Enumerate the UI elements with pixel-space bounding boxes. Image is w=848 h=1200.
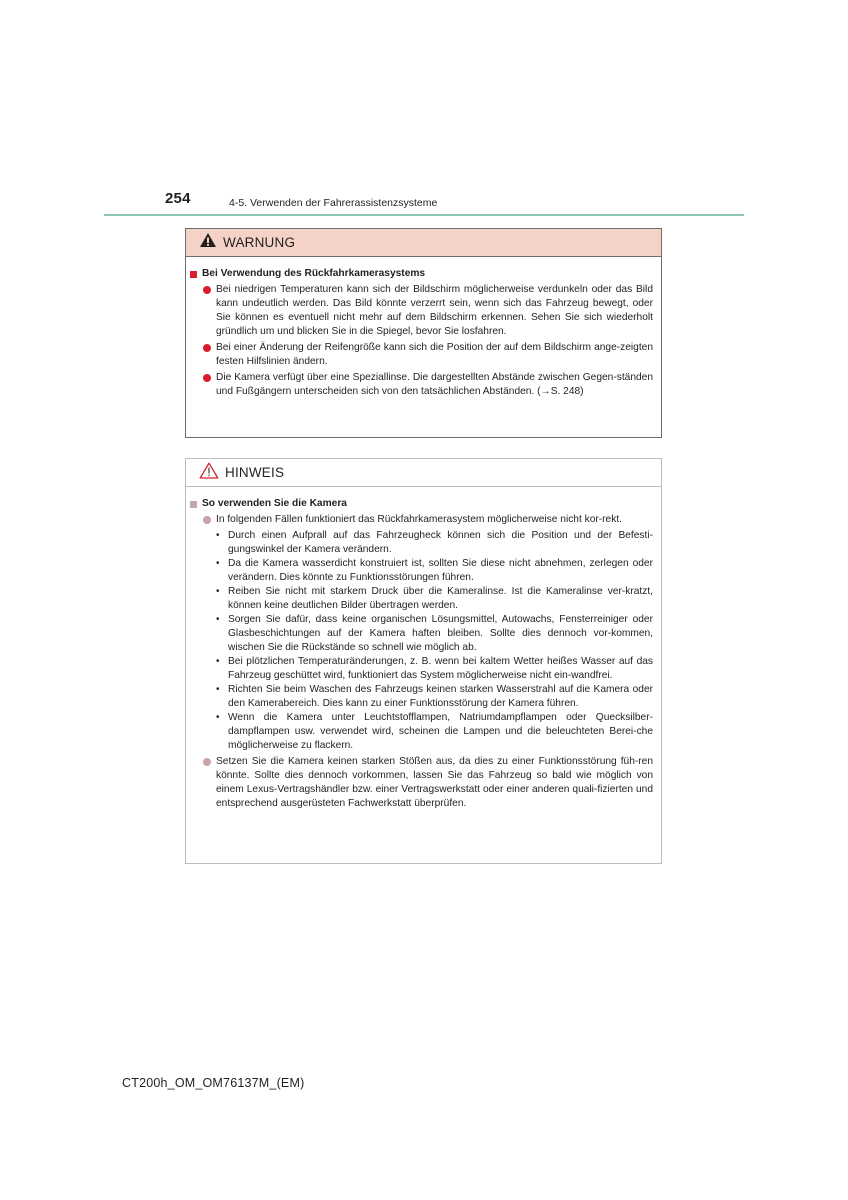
warning-item (190, 371, 655, 399)
square-bullet-icon (190, 271, 197, 278)
note-item (190, 513, 655, 527)
small-bullet-icon: • (216, 530, 220, 541)
page-number: 254 (165, 190, 191, 207)
warning-item-text: Die Kamera verfügt über eine Speziallinse. Die dargestellten Abstände zwischen Gegen-ständen und Fußgängern unterscheiden sich von den tatsächlichen Abständen. (→S. 248) (216, 372, 653, 397)
bullet-dot-icon (203, 516, 211, 524)
warning-item-text: Bei niedrigen Temperaturen kann sich der Bildschirm möglicherweise verdunkeln oder das Bild kann undeutlich werden. Das Bild könnte verzerrt sein, wenn sich das Fahrzeug bewegt, oder Sie können es eventuell nicht mehr auf dem Bildschirm erkennen. Sehen Sie sich wiederholt gründlich um und blicken Sie in die Spiegel, bevor Sie losfahren. (216, 284, 653, 337)
warning-item (190, 341, 655, 369)
small-bullet-icon: • (216, 558, 220, 569)
warning-title: WARNUNG (223, 235, 296, 250)
note-header (186, 459, 661, 487)
warning-box (185, 228, 662, 438)
warning-topic-label: Bei Verwendung des Rückfahrkamerasystems (202, 268, 426, 279)
note-sub-item-text: Sorgen Sie dafür, dass keine organischen Lösungsmittel, Autowachs, Fensterreiniger oder Glasbeschichtungen auf der Kamera haften bleiben. Sollte dies dennoch vor-kommen, wischen Sie die Rückstände so schnell wie möglich ab. (228, 614, 653, 653)
note-sub-item-text: Wenn die Kamera unter Leuchtstofflampen, Natriumdampflampen oder Quecksilber-dampflampen usw. verwendet wird, scheinen die Lampen und die beleuchteten Berei-che möglicherweise zu flackern. (228, 712, 653, 751)
note-topic-label: So verwenden Sie die Kamera (202, 498, 347, 509)
note-sub-item (216, 711, 655, 753)
small-bullet-icon: • (216, 712, 220, 723)
note-sub-item (216, 655, 655, 683)
note-sub-item (216, 585, 655, 613)
note-sub-item-text: Richten Sie beim Waschen des Fahrzeugs keinen starken Wasserstrahl auf die Kamera oder den Kamerabereich. Dies kann zu einer Funktionsstörung der Kamera führen. (228, 684, 653, 709)
note-topic (190, 497, 655, 511)
note-sub-item (216, 683, 655, 711)
header-rule (104, 214, 744, 216)
note-sub-item-text: Bei plötzlichen Temperaturänderungen, z. B. wenn bei kaltem Wetter heißes Wasser auf das Fahrzeug geschüttet wird, funktioniert das System möglicherweise nicht ein-wandfrei. (228, 656, 653, 681)
warning-header (186, 229, 661, 257)
caution-triangle-icon (199, 462, 219, 484)
warning-triangle-icon (199, 232, 217, 253)
note-sub-item (216, 557, 655, 585)
note-sub-item (216, 613, 655, 655)
note-sub-item-text: Durch einen Aufprall auf das Fahrzeugheck können sich die Position und der Befesti-gungswinkel der Kamera verändern. (228, 530, 653, 555)
section-title: 4-5. Verwenden der Fahrerassistenzsysteme (229, 197, 438, 209)
bullet-dot-icon (203, 758, 211, 766)
bullet-dot-icon (203, 286, 211, 294)
warning-item (190, 283, 655, 339)
bullet-dot-icon (203, 374, 211, 382)
square-bullet-icon (190, 501, 197, 508)
note-item-text: Setzen Sie die Kamera keinen starken Stößen aus, da dies zu einer Funktionsstörung füh-ren könnte. Sollte dies dennoch vorkommen, lassen Sie das Fahrzeug so bald wie möglich von einem Lexus-Vertragshändler bzw. einer Vertragswerkstatt oder einer anderen quali-fizierten und entsprechend ausgerüsteten Fachwerkstatt überprüfen. (216, 756, 653, 809)
small-bullet-icon: • (216, 614, 220, 625)
note-sub-item (216, 529, 655, 557)
footer-code: CT200h_OM_OM76137M_(EM) (122, 1076, 305, 1090)
note-title: HINWEIS (225, 465, 285, 480)
note-item-text: In folgenden Fällen funktioniert das Rückfahrkamerasystem möglicherweise nicht kor-rekt. (216, 514, 622, 525)
note-sub-item-text: Da die Kamera wasserdicht konstruiert ist, sollten Sie diese nicht abnehmen, zerlegen oder verändern. Dies könnte zu Funktionsstörungen führen. (228, 558, 653, 583)
warning-item-text: Bei einer Änderung der Reifengröße kann sich die Position der auf dem Bildschirm ange-zeigten festen Hilfslinien ändern. (216, 342, 653, 367)
bullet-dot-icon (203, 344, 211, 352)
note-item (190, 755, 655, 811)
note-sub-list (216, 529, 655, 753)
note-sub-item-text: Reiben Sie nicht mit starkem Druck über die Kameralinse. Ist die Kameralinse ver-kratzt, können keine deutlichen Bilder übertragen werden. (228, 586, 653, 611)
small-bullet-icon: • (216, 586, 220, 597)
warning-topic (190, 267, 655, 281)
small-bullet-icon: • (216, 656, 220, 667)
small-bullet-icon: • (216, 684, 220, 695)
note-box (185, 458, 662, 864)
